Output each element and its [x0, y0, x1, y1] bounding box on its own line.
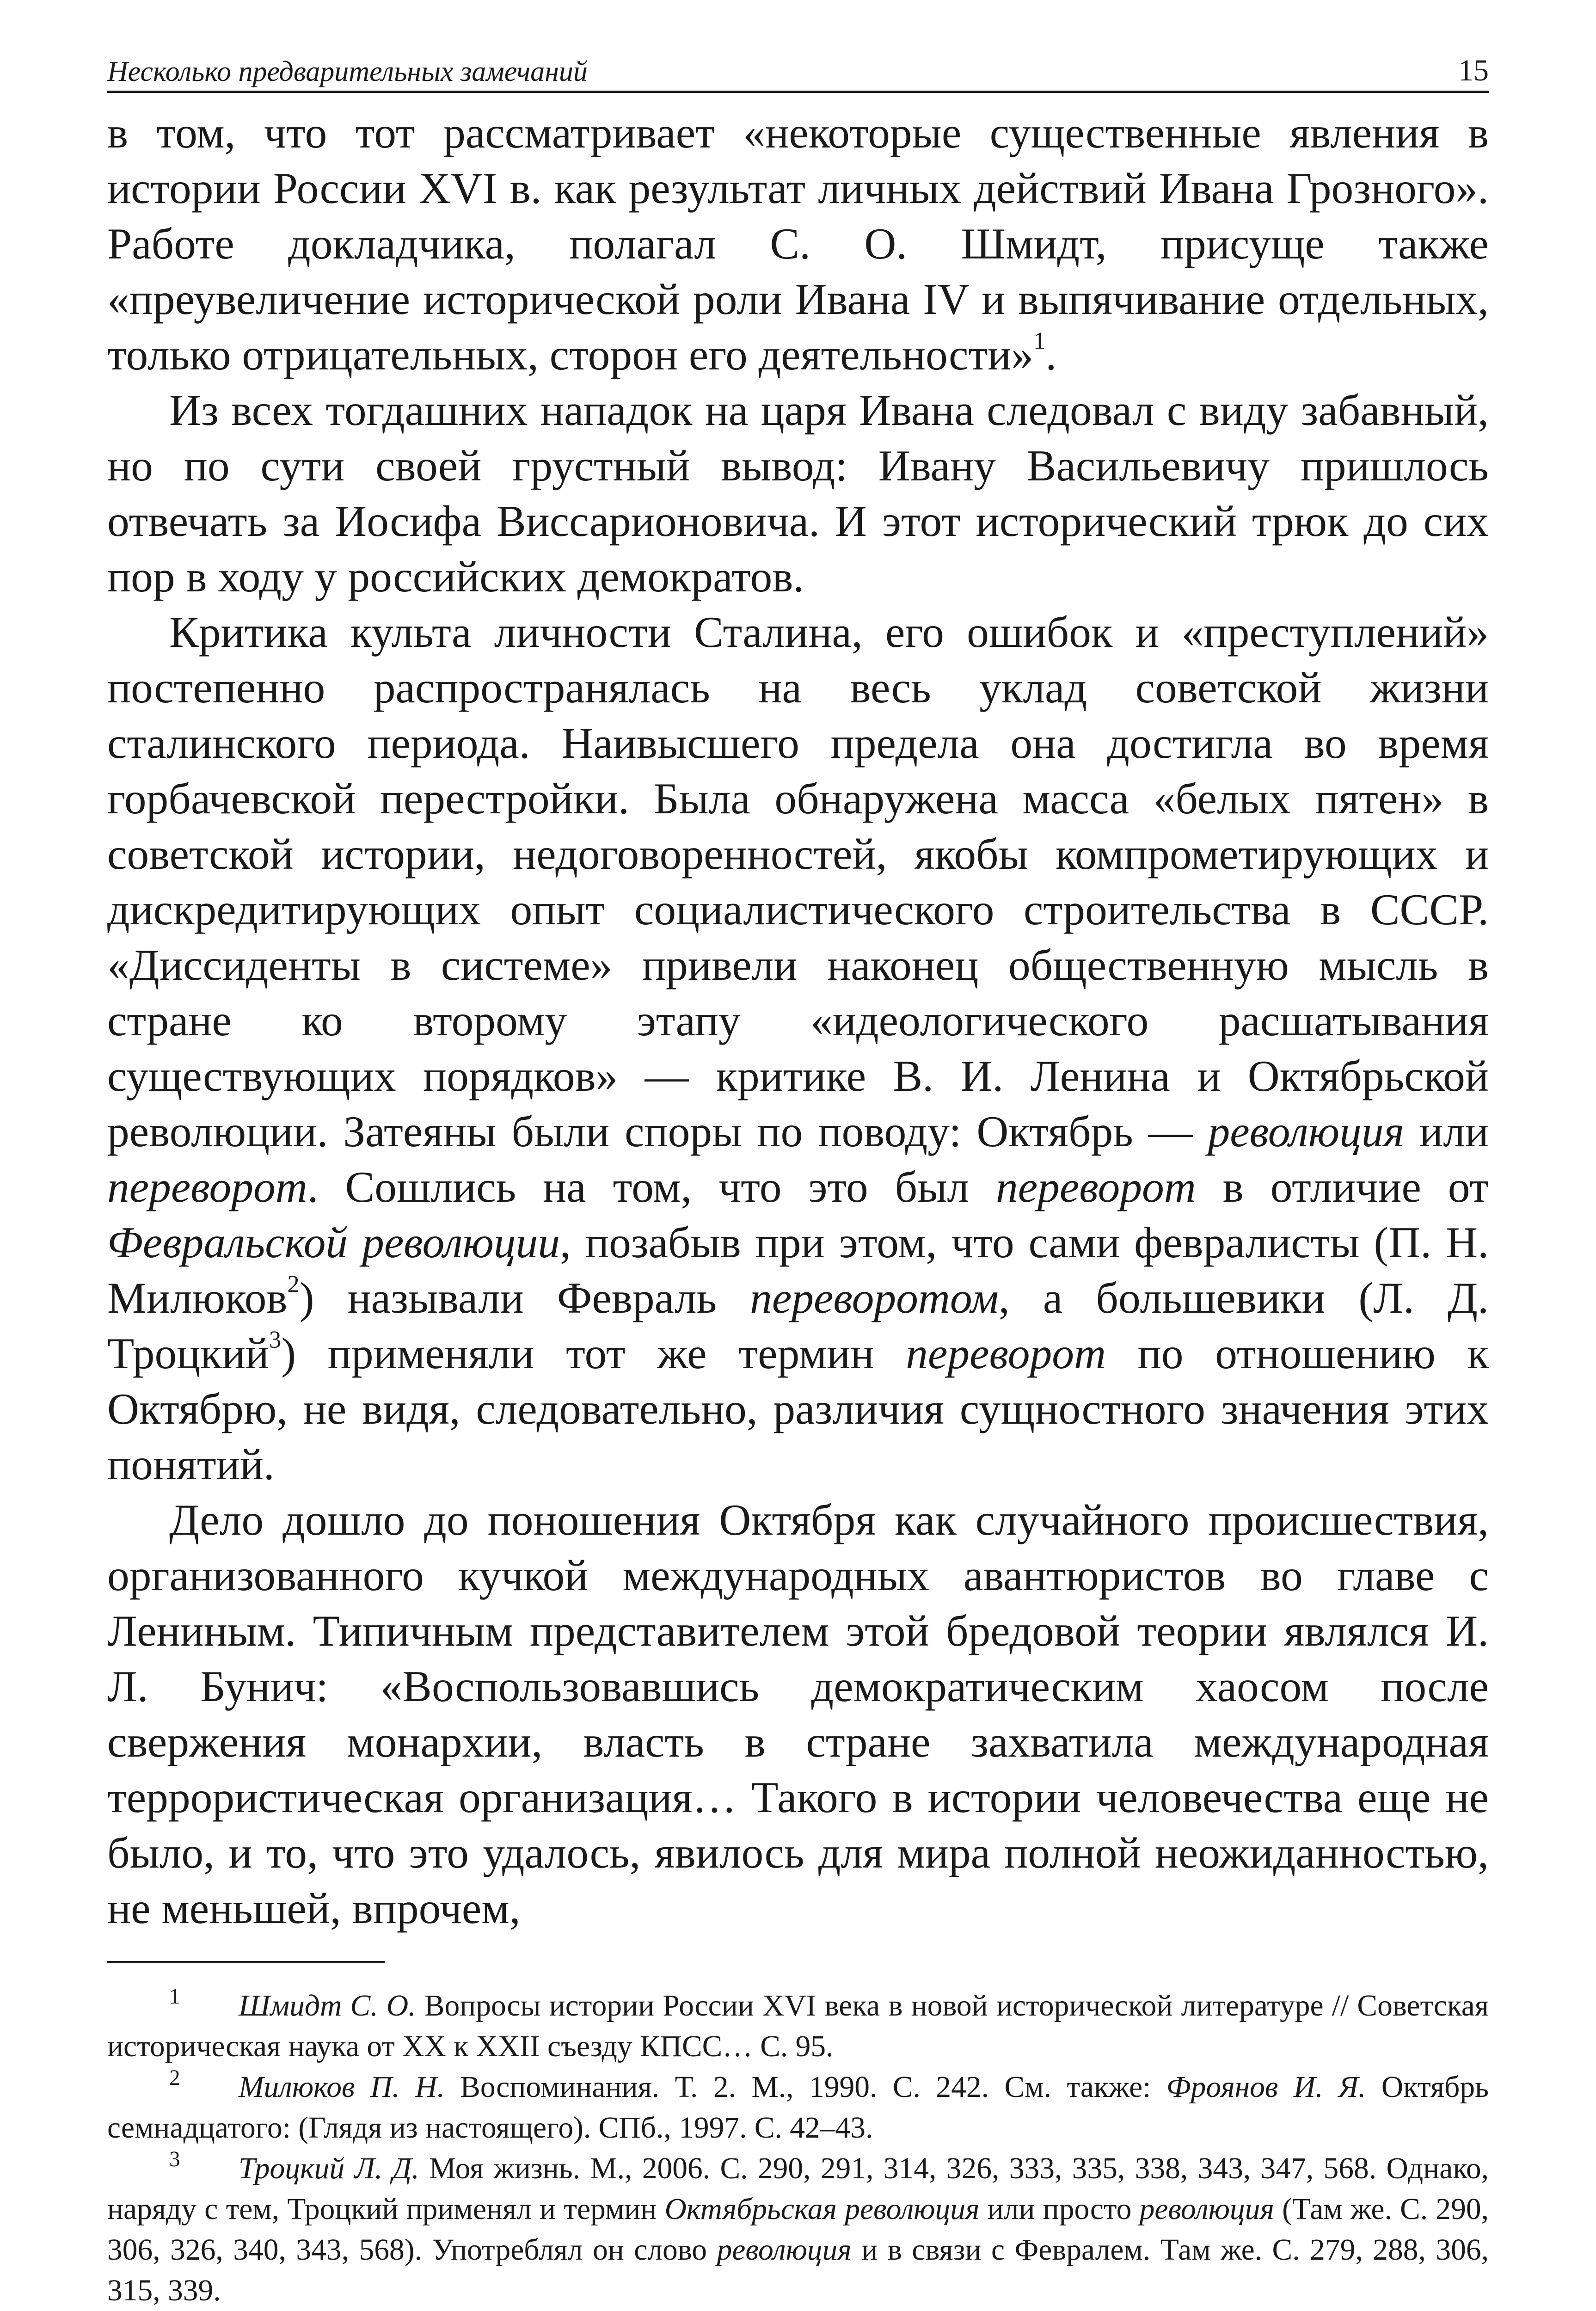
text-run: ) называли Февраль — [299, 1273, 750, 1322]
paragraph-3 — [107, 604, 1489, 1492]
footnote-text: или просто — [979, 2193, 1140, 2226]
italic-term: переворот — [107, 1162, 307, 1211]
italic-term: революция — [1139, 2193, 1274, 2226]
footnote-text: Октябрь семнадцатого: (Глядя из настоящего). СПб., 1997. С. 42–43. — [107, 2071, 1489, 2145]
italic-term: революция — [717, 2233, 852, 2267]
running-header — [107, 37, 1489, 93]
footnotes — [107, 1985, 1489, 2311]
book-page — [107, 37, 1489, 2311]
text-run: в отличие от — [1196, 1162, 1489, 1211]
italic-term: переворот — [996, 1162, 1196, 1211]
footnote-text: (Там же. С. 290, 306, 326, 340, 343, 568). Употреблял он слово — [107, 2193, 1489, 2267]
footnote-author: Троцкий Л. Д. — [239, 2152, 419, 2185]
footnote-ref-3[interactable]: 3 — [269, 1326, 282, 1353]
paragraph-2: Из всех тогдашних нападок на царя Ивана следовал с виду забавный, но по сути своей грустный вывод: Ивану Васильевичу пришлось отвечать за Иосифа Виссарионовича. И этот исторический трюк до сих пор в ходу у российских демократов. — [107, 386, 1489, 601]
italic-term: переворот — [906, 1329, 1106, 1378]
footnote-text: Вопросы истории России XVI века в новой исторической литературе // Советская историческая наука от XX к XXII съезду КПСС… С. 95. — [107, 1989, 1489, 2063]
footnote-separator — [107, 1961, 385, 1963]
footnote-text: Моя жизнь. М., 2006. С. 290, 291, 314, 326, 333, 335, 338, 343, 347, 568. Однако, наряду с тем, Троцкий применял и термин — [107, 2152, 1489, 2226]
page-number: 15 — [1458, 54, 1489, 87]
footnote-author: Шмидт С. О. — [239, 1989, 416, 2022]
italic-term: Октябрьская революция — [664, 2193, 980, 2226]
text-run: или — [1404, 1107, 1489, 1156]
text-run: , а большевики (Л. Д. Троцкий — [107, 1273, 1489, 1378]
footnote-ref-1[interactable]: 1 — [1033, 327, 1046, 355]
running-title: Несколько предварительных замечаний — [107, 56, 588, 87]
footnote-text: Воспоминания. Т. 2. М., 1990. С. 242. См. также: — [444, 2071, 1166, 2104]
footnote-1: 1 Шмидт С. О. Вопросы истории России XVI века в новой исторической литературе // Советская историческая наука от XX к XXII съезду КПСС… С. 95. — [107, 1985, 1489, 2063]
text-run: ) применяли тот же термин — [281, 1329, 906, 1378]
footnote-author: Милюков П. Н. — [239, 2071, 445, 2104]
text-run: . — [1045, 330, 1057, 379]
footnote-2: 2 Милюков П. Н. Воспоминания. Т. 2. М., 1990. С. 242. См. также: Фроянов И. Я. Октябрь семнадцатого: (Глядя из настоящего). СПб., 1997. С. 42–43. — [107, 2066, 1489, 2145]
paragraph-1 — [107, 105, 1489, 382]
text-run: в том, что тот рассматривает «некоторые существенные явления в истории России XVI в. как результат личных действий Ивана Грозного». Работе докладчика, полагал С. О. Шмидт, присуще также «преувеличение исторической роли Ивана IV и выпячивание отдельных, только отрицательных, сторон его деятельности» — [107, 108, 1489, 379]
paragraph-4: Дело дошло до поношения Октября как случайного происшествия, организованного кучкой международных авантюристов во главе с Лениным. Типичным представителем этой бредовой теории являлся И. Л. Бунич: «Воспользовавшись демократическим хаосом после свержения монархии, власть в стране захватила международная террористическая организация… Такого в истории человечества еще не было, и то, что это удалось, явилось для мира полной неожиданностью, не меньшей, впрочем, — [107, 1495, 1489, 1933]
footnote-ref-2[interactable]: 2 — [287, 1271, 300, 1298]
footnote-text: и в связи с Февралем. Там же. С. 279, 288, 306, 315, 339. — [107, 2233, 1489, 2307]
main-text — [107, 105, 1489, 1936]
text-run: . Сошлись на том, что это был — [307, 1162, 996, 1211]
footnote-3: 3 Троцкий Л. Д. Моя жизнь. М., 2006. С. 290, 291, 314, 326, 333, 335, 338, 343, 347, 568. Однако, наряду с тем, Троцкий применял и термин Октябрьская революция или просто революция (Там же. С. 290, 306, 326, 340, 343, 568). Употреблял он слово революция и в связи с Февралем. Там же. С. 279, 288, 306, 315, 339. — [107, 2147, 1489, 2307]
italic-term: переворотом — [750, 1273, 999, 1322]
text-run: Критика культа личности Сталина, его ошибок и «преступлений» постепенно распространялась на весь уклад советской жизни сталинского периода. Наивысшего предела она достигла во время горбачевской перестройки. Была обнаружена масса «белых пятен» в советской истории, недоговоренностей, якобы компрометирующих и дискредитирующих опыт социалистического строительства в СССР. «Диссиденты в системе» привели наконец общественную мысль в стране ко второму этапу «идеологического расшатывания существующих порядков» — критике В. И. Ленина и Октябрьской революции. Затеяны были споры по поводу: Октябрь — — [107, 608, 1489, 1156]
text-run: по отношению к Октябрю, не видя, следовательно, различия сущностного значения этих понятий. — [107, 1329, 1489, 1489]
italic-term: революция — [1208, 1107, 1405, 1156]
italic-term: Февральской революции — [107, 1218, 560, 1267]
footnote-author: Фроянов И. Я. — [1166, 2071, 1366, 2104]
text-run: , позабыв при этом, что сами февралисты (П. Н. Милюков — [107, 1218, 1489, 1322]
